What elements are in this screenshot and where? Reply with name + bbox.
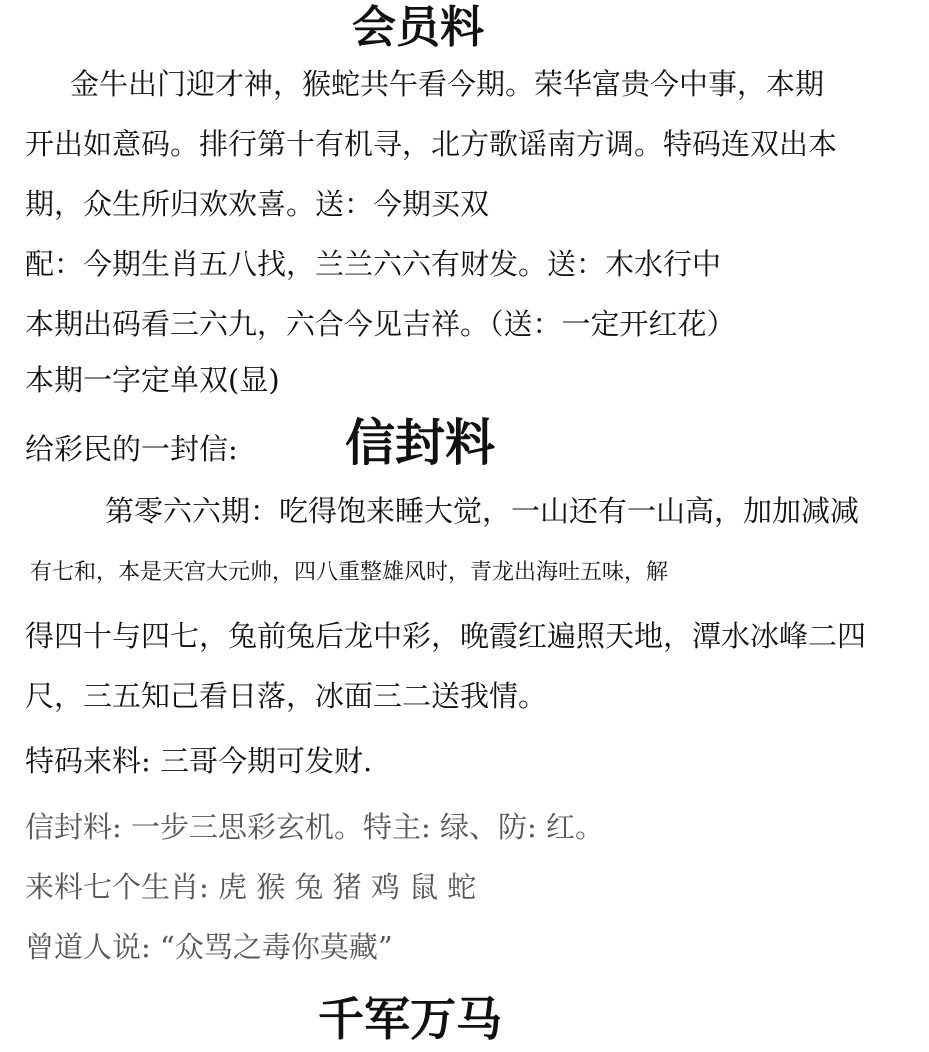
member-line-1: 金牛出门迎才神，猴蛇共午看今期。荣华富贵今中事，本期: [70, 67, 825, 101]
letter-line-1: 第零六六期：吃得饱来睡大觉，一山还有一山高，加加减减: [105, 494, 860, 528]
letter-line-4: 尺，三五知己看日落，冰面三二送我情。: [25, 679, 548, 713]
letter-section-title: 信封料: [345, 413, 495, 472]
letter-line-3: 得四十与四七，兔前兔后龙中彩，晚霞红遍照天地，潭水冰峰二四: [25, 619, 867, 653]
letter-intro: 给彩民的一封信:: [25, 432, 238, 466]
member-line-6: 本期一字定单双(显): [25, 363, 280, 397]
member-line-2: 开出如意码。排行第十有机寻，北方歌谣南方调。特码连双出本: [25, 127, 838, 161]
member-line-5: 本期出码看三六九，六合今见吉祥。（送：一定开红花）: [25, 307, 736, 341]
special-code-line: 特码来料: 三哥今期可发财.: [25, 744, 373, 778]
member-section-title: 会员料: [352, 2, 484, 53]
member-line-4: 配：今期生肖五八找，兰兰六六有财发。送：木水行中: [25, 247, 722, 281]
taoist-saying-line: 曾道人说: “众骂之毒你莫藏”: [25, 930, 393, 964]
letter-line-2: 有七和，本是天宫大元帅，四八重整雄风时，青龙出海吐五味，解: [30, 560, 669, 585]
letter-material-line: 信封料: 一步三思彩玄机。特主: 绿、防: 红。: [25, 810, 604, 844]
member-line-3: 期，众生所归欢欢喜。送：今期买双: [25, 187, 490, 221]
seven-zodiacs-line: 来料七个生肖: 虎 猴 兔 猪 鸡 鼠 蛇: [25, 870, 477, 904]
next-section-title: 千军万马: [318, 992, 502, 1046]
